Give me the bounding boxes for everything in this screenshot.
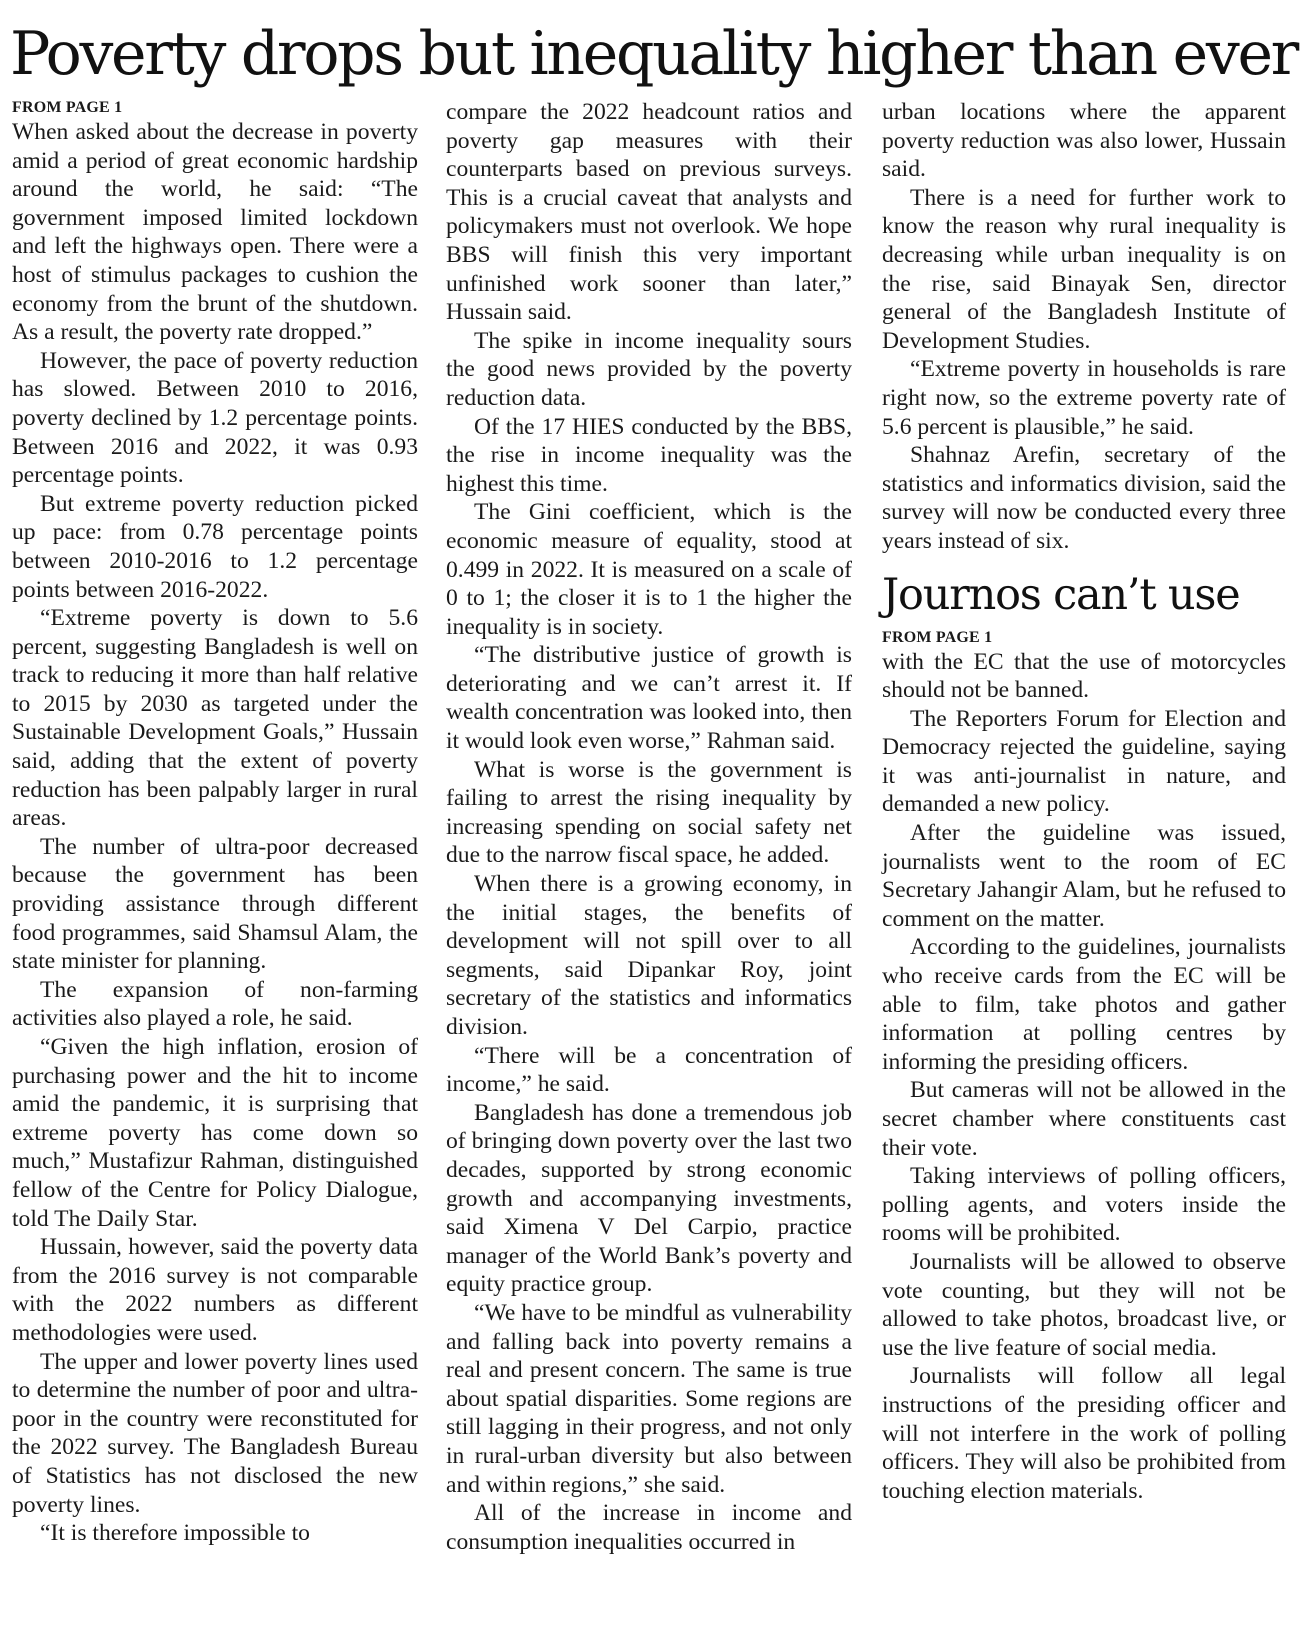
paragraph: According to the guidelines, journalists who receive cards from the EC will be able to film, take photos and gather information at polling centres by informing the presiding officers. (882, 934, 1286, 1075)
paragraph: Hussain, however, said the poverty data from the 2016 survey is not comparable with the 2022 numbers as different methodologies were used. (12, 1234, 418, 1346)
paragraph-continued: compare the 2022 headcount ratios and poverty gap measures with their counterparts based on previous surveys. This is a crucial caveat that analysts and policymakers must not overlook. We hope BBS will finish this very important unfinished work sooner than later,” Hussain said. (446, 99, 852, 326)
paragraph: But extreme poverty reduction picked up pace: from 0.78 percentage points between 2010-2016 to 1.2 percentage points between 2016-2022. (12, 490, 418, 603)
paragraph: “The distributive justice of growth is deteriorating and we can’t arrest it. If wealth concentration was looked into, then it would look even worse,” Rahman said. (446, 642, 852, 755)
main-headline: Poverty drops but inequality higher than ever (10, 19, 1298, 89)
paragraph: Taking interviews of polling officers, polling agents, and voters inside the rooms will be prohibited. (882, 1163, 1286, 1247)
column-1 (12, 98, 418, 1548)
paragraph: But cameras will not be allowed in the secret chamber where constituents cast their vote. (882, 1077, 1286, 1161)
paragraph: “Extreme poverty in households is rare right now, so the extreme poverty rate of 5.6 percent is plausible,” he said. (882, 356, 1286, 440)
paragraph: However, the pace of poverty reduction has slowed. Between 2010 to 2016, poverty declined by 1.2 percentage points. Between 2016 and 2022, it was 0.93 percentage points. (12, 347, 418, 489)
paragraph: with the EC that the use of motorcycles should not be banned. (882, 648, 1286, 704)
paragraph: “Given the high inflation, erosion of purchasing power and the hit to income amid the pandemic, it is surprising that extreme poverty has come down so much,” Mustafizur Rahman, distinguished fellow of the Centre for Policy Dialogue, told The Daily Star. (12, 1034, 418, 1232)
paragraph: The spike in income inequality sours the good news provided by the poverty reduction data. (446, 327, 852, 411)
paragraph: The upper and lower poverty lines used to determine the number of poor and ultra-poor in the country were reconstituted for the 2022 survey. The Bangladesh Bureau of Statistics has not disclosed the new poverty lines. (12, 1348, 418, 1518)
paragraph: “Extreme poverty is down to 5.6 percent, suggesting Bangladesh is well on track to reducing it more than half relative to 2015 by 2030 as targeted under the Sustainable Development Goals,” Hussain said, adding that the extent of poverty reduction has been palpably larger in rural areas. (12, 605, 418, 832)
from-page-kicker: FROM PAGE 1 (12, 99, 123, 116)
paragraph: After the guideline was issued, journalists went to the room of EC Secretary Jahangir Alam, but he refused to comment on the matter. (882, 820, 1286, 932)
paragraph: When there is a growing economy, in the initial stages, the benefits of development will not spill over to all segments, said Dipankar Roy, joint secretary of the statistics and informatics division. (446, 871, 852, 1040)
paragraph: The expansion of non-farming activities also played a role, he said. (12, 976, 418, 1032)
paragraph-split: “It is therefore impossible to (40, 1520, 310, 1547)
paragraph: Journalists will be allowed to observe vote counting, but they will not be allowed to take photos, broadcast live, or use the live feature of social media. (882, 1248, 1286, 1361)
paragraph: There is a need for further work to know the reason why rural inequality is decreasing while urban inequality is on the rise, said Binayak Sen, director general of the Bangladesh Institute of Development Studies. (882, 184, 1286, 354)
paragraph: “We have to be mindful as vulnerability and falling back into poverty remains a real and present concern. The same is true about spatial disparities. Some regions are still lagging in their progress, and not only in rural-urban diversity but also between and within regions,” she said. (446, 1299, 852, 1498)
paragraph: The number of ultra-poor decreased because the government has been providing assistance through different food programmes, said Shamsul Alam, the state minister for planning. (12, 833, 418, 975)
paragraph-continued: urban locations where the apparent poverty reduction was also lower, Hussain said. (882, 99, 1286, 183)
from-page-kicker: FROM PAGE 1 (882, 628, 993, 646)
paragraph: When asked about the decrease in poverty amid a period of great economic hardship around the world, he said: “The government imposed limited lockdown and left the highways open. There were a host of stimulus packages to cushion the economy from the brunt of the shutdown. As a result, the poverty rate dropped.” (12, 119, 418, 346)
column-3 (882, 98, 1286, 1505)
paragraph: Shahnaz Arefin, secretary of the statistics and informatics division, said the survey will now be conducted every three years instead of six. (882, 442, 1286, 554)
paragraph: “There will be a concentration of income,” he said. (446, 1042, 852, 1098)
paragraph: What is worse is the government is failing to arrest the rising inequality by increasing spending on social safety net due to the narrow fiscal space, he added. (446, 756, 852, 869)
column-2 (446, 98, 852, 1556)
paragraph: The Gini coefficient, which is the economic measure of equality, stood at 0.499 in 2022. It is measured on a scale of 0 to 1; the closer it is to 1 the higher the inequality is in society. (446, 499, 852, 640)
paragraph: Journalists will follow all legal instructions of the presiding officer and will not interfere in the work of polling officers. They will also be prohibited from touching election materials. (882, 1363, 1286, 1504)
paragraph: Bangladesh has done a tremendous job of bringing down poverty over the last two decades, supported by strong economic growth and accompanying investments, said Ximena V Del Carpio, practice manager of the World Bank’s poverty and equity practice group. (446, 1099, 852, 1298)
paragraph: Of the 17 HIES conducted by the BBS, the rise in income inequality was the highest this time. (446, 413, 852, 497)
second-headline: Journos can’t use (882, 569, 1240, 620)
paragraph-split: All of the increase in income and consumption inequalities occurred in (446, 1500, 852, 1555)
paragraph: The Reporters Forum for Election and Democracy rejected the guideline, saying it was anti-journalist in nature, and demanded a new policy. (882, 705, 1286, 818)
